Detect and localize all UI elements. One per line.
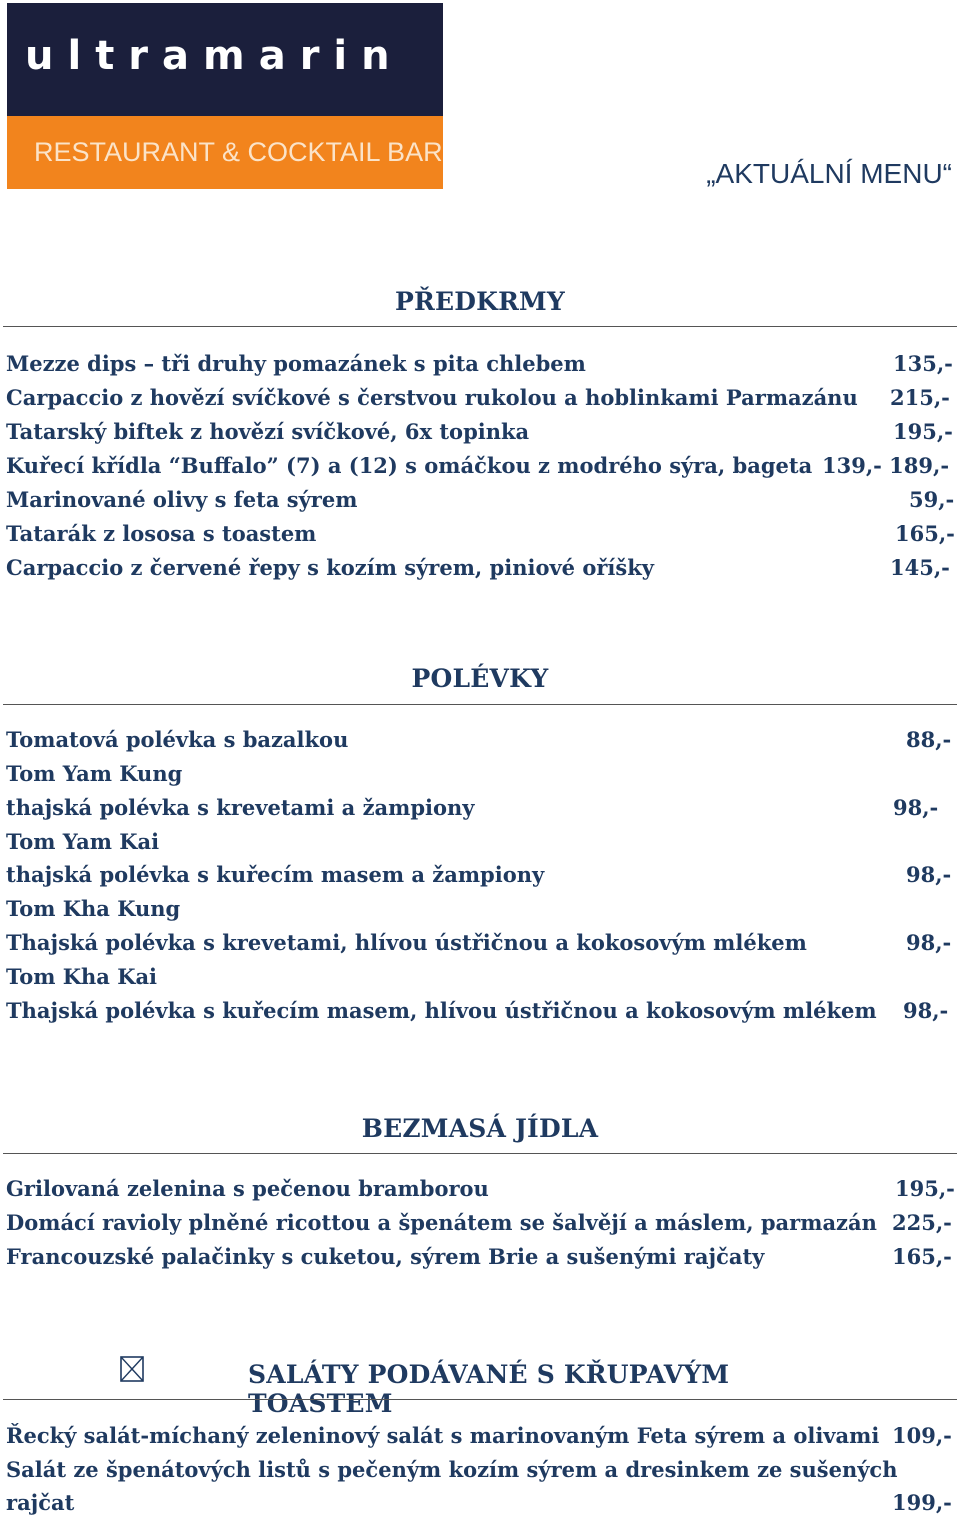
menu-item-name: Tom Kha Kung: [6, 896, 181, 921]
menu-item-name: thajská polévka s krevetami a žampiony: [6, 795, 475, 820]
menu-item-name: Thajská polévka s kuřecím masem, hlívou ústřičnou a kokosovým mlékem: [6, 998, 877, 1023]
menu-item: [0, 1210, 960, 1244]
menu-item: [0, 453, 960, 487]
menu-item: [0, 964, 960, 998]
menu-item-price: 215,-: [890, 385, 950, 410]
menu-item: [0, 1457, 960, 1491]
menu-item-name: Tomatová polévka s bazalkou: [6, 727, 349, 752]
section-divider: [3, 1399, 957, 1400]
section-title: PŘEDKRMY: [395, 287, 565, 316]
menu-item-name: Mezze dips – tři druhy pomazánek s pita chlebem: [6, 351, 586, 376]
menu-item: [0, 1244, 960, 1278]
section-divider: [3, 704, 957, 705]
menu-item-name: Marinované olivy s feta sýrem: [6, 487, 358, 512]
page-title: „AKTUÁLNÍ MENU“: [706, 158, 952, 189]
section-divider: [3, 1153, 957, 1154]
section-starters-heading: [0, 287, 960, 316]
section-divider: [3, 326, 957, 327]
menu-item-name: Thajská polévka s krevetami, hlívou ústřičnou a kokosovým mlékem: [6, 930, 807, 955]
logo-subtitle: RESTAURANT & COCKTAIL BAR: [34, 137, 443, 167]
menu-item-name: Salát ze špenátových listů s pečeným kozím sýrem a dresinkem ze sušených: [6, 1457, 898, 1482]
section-soups-heading: [0, 664, 960, 693]
checkbox-cross-icon: [120, 1356, 144, 1382]
menu-item: [0, 862, 960, 896]
menu-item-price: 225,-: [892, 1210, 952, 1235]
menu-item: [0, 1423, 960, 1457]
menu-item-name: Grilovaná zelenina s pečenou bramborou: [6, 1176, 489, 1201]
section-salads-heading: [248, 1360, 848, 1418]
section-title: POLÉVKY: [411, 664, 549, 693]
menu-item-price: 98,-: [903, 998, 949, 1023]
menu-item-price: 109,-: [892, 1423, 952, 1448]
menu-item: [0, 761, 960, 795]
menu-item-price: 195,-: [895, 1176, 955, 1201]
menu-item-name: Tom Yam Kung: [6, 761, 183, 786]
menu-item-price: 59,-: [909, 487, 955, 512]
menu-item: [0, 998, 960, 1032]
menu-item-price: 98,-: [906, 862, 952, 887]
menu-item: [0, 351, 960, 385]
menu-item: [0, 419, 960, 453]
menu-item-price: 199,-: [892, 1490, 952, 1515]
menu-item: [0, 727, 960, 761]
logo-wordmark: ultramarin: [25, 33, 404, 79]
menu-item: [0, 385, 960, 419]
menu-item-name: Kuřecí křídla “Buffalo” (7) a (12) s omáčkou z modrého sýra, bageta: [6, 453, 813, 478]
section-title: SALÁTY PODÁVANÉ S KŘUPAVÝM TOASTEM: [248, 1360, 730, 1418]
menu-item-name: Domácí ravioly plněné ricottou a špenátem se šalvějí a máslem, parmazán: [6, 1210, 877, 1235]
menu-item-price: 135,-: [893, 351, 953, 376]
menu-item: [0, 829, 960, 863]
menu-item-price: 98,-: [893, 795, 939, 820]
menu-item-price: 165,-: [895, 521, 955, 546]
menu-item-name: rajčat: [6, 1490, 75, 1515]
menu-item: [0, 896, 960, 930]
menu-item-name: Řecký salát-míchaný zeleninový salát s marinovaným Feta sýrem a olivami: [6, 1423, 880, 1448]
menu-item-name: Tatarák z lososa s toastem: [6, 521, 317, 546]
section-title: BEZMASÁ JÍDLA: [361, 1114, 599, 1143]
menu-item-price: 195,-: [893, 419, 953, 444]
menu-item: [0, 1176, 960, 1210]
section-vegetarian-heading: [0, 1114, 960, 1143]
menu-item-name: thajská polévka s kuřecím masem a žampiony: [6, 862, 545, 887]
menu-item-price: 98,-: [906, 930, 952, 955]
menu-item-name: Francouzské palačinky s cuketou, sýrem Brie a sušenými rajčaty: [6, 1244, 765, 1269]
logo-top-band: [7, 3, 443, 116]
restaurant-logo: [7, 3, 443, 189]
menu-item-name: Carpaccio z červené řepy s kozím sýrem, piniové oříšky: [6, 555, 654, 580]
menu-item-name: Tom Kha Kai: [6, 964, 158, 989]
menu-item: [0, 487, 960, 521]
menu-item-price: 145,-: [890, 555, 950, 580]
menu-item-price: 165,-: [892, 1244, 952, 1269]
menu-item: [0, 521, 960, 555]
menu-item-price: 88,-: [906, 727, 952, 752]
menu-item: [0, 795, 960, 829]
menu-item-name: Tom Yam Kai: [6, 829, 160, 854]
menu-item-name: Tatarský biftek z hovězí svíčkové, 6x topinka: [6, 419, 530, 444]
menu-item: [0, 555, 960, 589]
menu-item-name: Carpaccio z hovězí svíčkové s čerstvou rukolou a hoblinkami Parmazánu: [6, 385, 858, 410]
menu-item-price: 139,- 189,-: [822, 453, 950, 478]
menu-item: [0, 930, 960, 964]
menu-item: [0, 1490, 960, 1524]
